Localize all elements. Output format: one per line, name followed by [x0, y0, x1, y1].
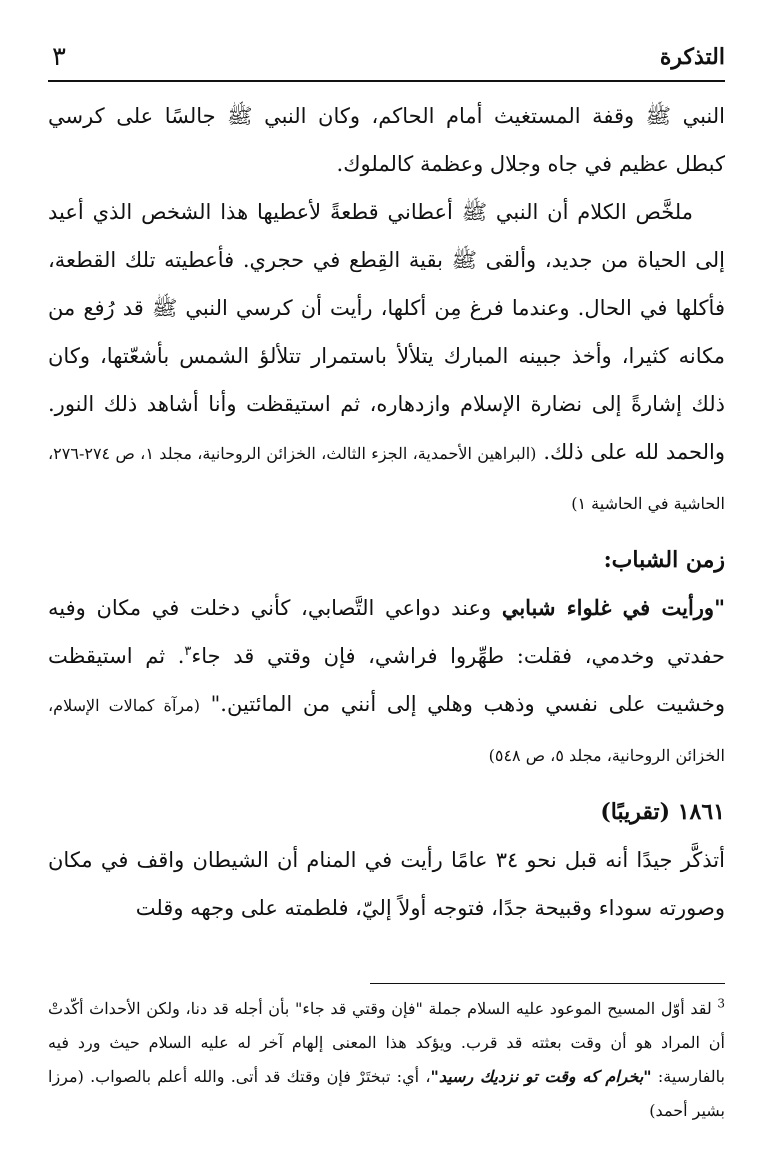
- running-title: التذكرة: [659, 44, 725, 70]
- footnote-persian-quote: "بخرام كه وقت تو نزديك رسيد": [430, 1067, 652, 1086]
- page-number: ٣: [52, 42, 66, 72]
- footnote-paragraph: [48, 992, 725, 1128]
- paragraph-4: أتذكَّر جيدًا أنه قبل نحو ٣٤ عامًا رأيت في المنام أن الشيطان واقف في مكان وصورته سوداء وقبيحة جدًا، فتوجه أولاً إليّ، فلطمته على وجهه وقلت: [48, 848, 725, 920]
- footnote-marker: 3: [717, 996, 725, 1011]
- paragraph-3-lead: "ورأيت في غلواء شبابي: [501, 595, 726, 620]
- page-header: [48, 40, 725, 82]
- footnote: [48, 992, 725, 1128]
- paragraph-2-text: ملخَّص الكلام أن النبي ﷺ أعطاني قطعةً لأعطيها هذا الشخص الذي أعيد إلى الحياة من جديد، وألقى ﷺ بقية القِطع في حجري. فأعطيته تلك القطعة، فأكلها في الحال. وعندما فرغ مِن أكلها، رأيت أن كرسي النبي ﷺ قد رُفع من مكانه كثيرا، وأخذ جبينه المبارك يتلألأ باستمرار تتلألؤ الشمس بأشعّتها، وكان ذلك إشارةً إلى نضارة الإسلام وازدهاره، ثم استيقظت وأنا أشاهد ذلك النور. والحمد لله على ذلك.: [48, 200, 725, 464]
- footnote-text-c: ، أي: تبختَرْ فإن وقتك قد أتى. والله أعلم بالصواب. (مرزا بشير أحمد): [48, 1067, 725, 1120]
- paragraph-1: النبي ﷺ وقفة المستغيث أمام الحاكم، وكان النبي ﷺ جالسًا على كرسي كبطل عظيم في جاه وجلال وعظمة كالملوك.: [48, 104, 725, 176]
- page-body: [48, 92, 725, 932]
- section-heading-youth: زمن الشباب:: [603, 547, 725, 573]
- paragraph-2-reference: (البراهين الأحمدية، الجزء الثالث، الخزائن الروحانية، مجلد ١، ص ٢٧٤-٢٧٦، الحاشية في الحاشية ١): [48, 444, 725, 513]
- paragraph-3: [48, 584, 725, 780]
- footnote-divider: [370, 983, 725, 984]
- paragraph-2: [48, 188, 725, 528]
- footnote-reference[interactable]: ٣: [184, 644, 192, 659]
- footnote-text-a: لقد أوّل المسيح الموعود عليه السلام جملة "فإن وقتي قد جاء" بأن أجله قد دنا، ولكن الأحداث أكّدتْ أن المراد هو أن وقت بعثته قد قرب. ويؤكد هذا المعنى إلهام آخر له عليه السلام حيث ورد فيه: [48, 999, 725, 1052]
- paragraph-3-text-a: وعند دواعي التَّصابي، كأني دخلت في مكان وفيه حفدتي وخدمي، فقلت: طهِّروا فراشي، فإن وقتي قد جاء: [48, 596, 725, 668]
- footnote-text-b: بالفارسية:: [651, 1067, 726, 1086]
- section-heading-year: ١٨٦١ (تقريبًا): [600, 799, 725, 825]
- paragraph-3-reference: (مرآة كمالات الإسلام، الخزائن الروحانية، مجلد ٥، ص ٥٤٨): [48, 696, 725, 765]
- paragraph-3-text-b: . ثم استيقظت وخشيت على نفسي وذهب وهلي إلى أنني من المائتين.": [48, 644, 725, 716]
